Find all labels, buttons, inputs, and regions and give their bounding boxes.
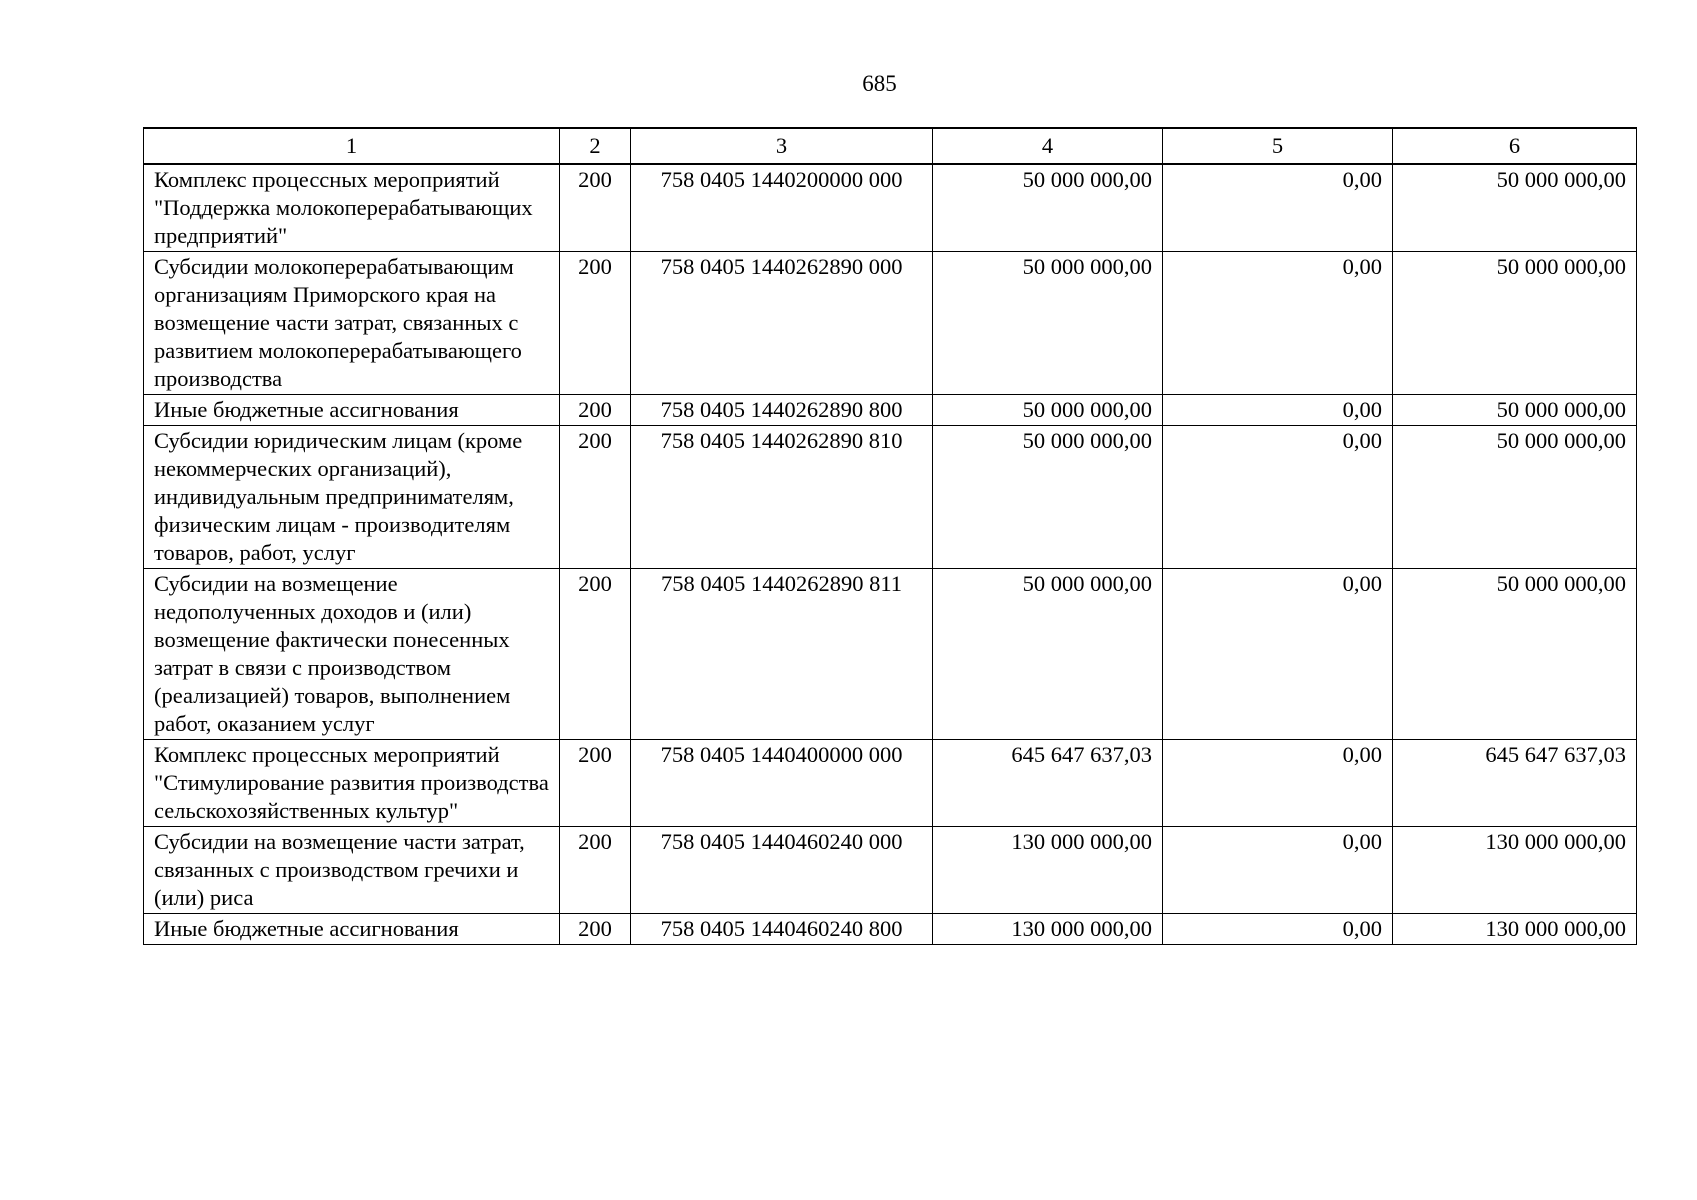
budget-table (143, 127, 1637, 945)
header-col-5: 5 (1163, 128, 1393, 164)
row-col5-cell: 0,00 (1163, 569, 1393, 740)
header-col-1: 1 (144, 128, 560, 164)
table-body (144, 164, 1637, 945)
row-col6-cell: 50 000 000,00 (1393, 426, 1637, 569)
row-name-cell: Иные бюджетные ассигнования (144, 395, 560, 426)
row-col4-cell: 50 000 000,00 (933, 164, 1163, 252)
table-row (144, 740, 1637, 827)
row-col2-cell: 200 (560, 569, 631, 740)
row-code-cell: 758 0405 1440262890 000 (631, 252, 933, 395)
page-number: 685 (862, 71, 897, 96)
row-col6-cell: 50 000 000,00 (1393, 569, 1637, 740)
row-name-cell: Комплекс процессных мероприятий "Стимулирование развития производства сельскохозяйственных культур" (144, 740, 560, 827)
row-name-cell: Субсидии юридическим лицам (кроме некоммерческих организаций), индивидуальным предпринимателям, физическим лицам - производителям товаров, работ, услуг (144, 426, 560, 569)
row-code-cell: 758 0405 1440262890 810 (631, 426, 933, 569)
table-row (144, 395, 1637, 426)
row-col4-cell: 50 000 000,00 (933, 252, 1163, 395)
table-row (144, 252, 1637, 395)
row-code-cell: 758 0405 1440400000 000 (631, 740, 933, 827)
row-col2-cell: 200 (560, 426, 631, 569)
row-col6-cell: 50 000 000,00 (1393, 395, 1637, 426)
row-col5-cell: 0,00 (1163, 395, 1393, 426)
row-col6-cell: 50 000 000,00 (1393, 252, 1637, 395)
row-col2-cell: 200 (560, 740, 631, 827)
header-col-4: 4 (933, 128, 1163, 164)
row-col2-cell: 200 (560, 914, 631, 945)
row-name-cell: Иные бюджетные ассигнования (144, 914, 560, 945)
table-row (144, 426, 1637, 569)
row-col2-cell: 200 (560, 164, 631, 252)
row-col2-cell: 200 (560, 827, 631, 914)
row-name-cell: Субсидии на возмещение недополученных доходов и (или) возмещение фактически понесенных затрат в связи с производством (реализацией) товаров, выполнением работ, оказанием услуг (144, 569, 560, 740)
row-col2-cell: 200 (560, 395, 631, 426)
header-col-2: 2 (560, 128, 631, 164)
row-code-cell: 758 0405 1440460240 800 (631, 914, 933, 945)
table-row (144, 827, 1637, 914)
header-col-6: 6 (1393, 128, 1637, 164)
row-col4-cell: 50 000 000,00 (933, 426, 1163, 569)
row-col6-cell: 130 000 000,00 (1393, 914, 1637, 945)
table-row (144, 569, 1637, 740)
row-col4-cell: 645 647 637,03 (933, 740, 1163, 827)
header-row (144, 128, 1637, 164)
header-col-3: 3 (631, 128, 933, 164)
table-row (144, 914, 1637, 945)
row-col5-cell: 0,00 (1163, 740, 1393, 827)
row-col5-cell: 0,00 (1163, 914, 1393, 945)
row-col5-cell: 0,00 (1163, 426, 1393, 569)
row-col4-cell: 130 000 000,00 (933, 914, 1163, 945)
row-code-cell: 758 0405 1440200000 000 (631, 164, 933, 252)
row-col5-cell: 0,00 (1163, 827, 1393, 914)
row-col5-cell: 0,00 (1163, 252, 1393, 395)
table-row (144, 164, 1637, 252)
row-col6-cell: 130 000 000,00 (1393, 827, 1637, 914)
row-code-cell: 758 0405 1440262890 811 (631, 569, 933, 740)
row-code-cell: 758 0405 1440460240 000 (631, 827, 933, 914)
row-name-cell: Субсидии молокоперерабатывающим организациям Приморского края на возмещение части затрат, связанных с развитием молокоперерабатывающего производства (144, 252, 560, 395)
row-col4-cell: 50 000 000,00 (933, 569, 1163, 740)
row-col4-cell: 130 000 000,00 (933, 827, 1163, 914)
row-code-cell: 758 0405 1440262890 800 (631, 395, 933, 426)
row-col4-cell: 50 000 000,00 (933, 395, 1163, 426)
row-col5-cell: 0,00 (1163, 164, 1393, 252)
table-header (144, 128, 1637, 164)
row-name-cell: Комплекс процессных мероприятий "Поддержка молокоперерабатывающих предприятий" (144, 164, 560, 252)
row-col2-cell: 200 (560, 252, 631, 395)
row-col6-cell: 50 000 000,00 (1393, 164, 1637, 252)
row-col6-cell: 645 647 637,03 (1393, 740, 1637, 827)
row-name-cell: Субсидии на возмещение части затрат, связанных с производством гречихи и (или) риса (144, 827, 560, 914)
